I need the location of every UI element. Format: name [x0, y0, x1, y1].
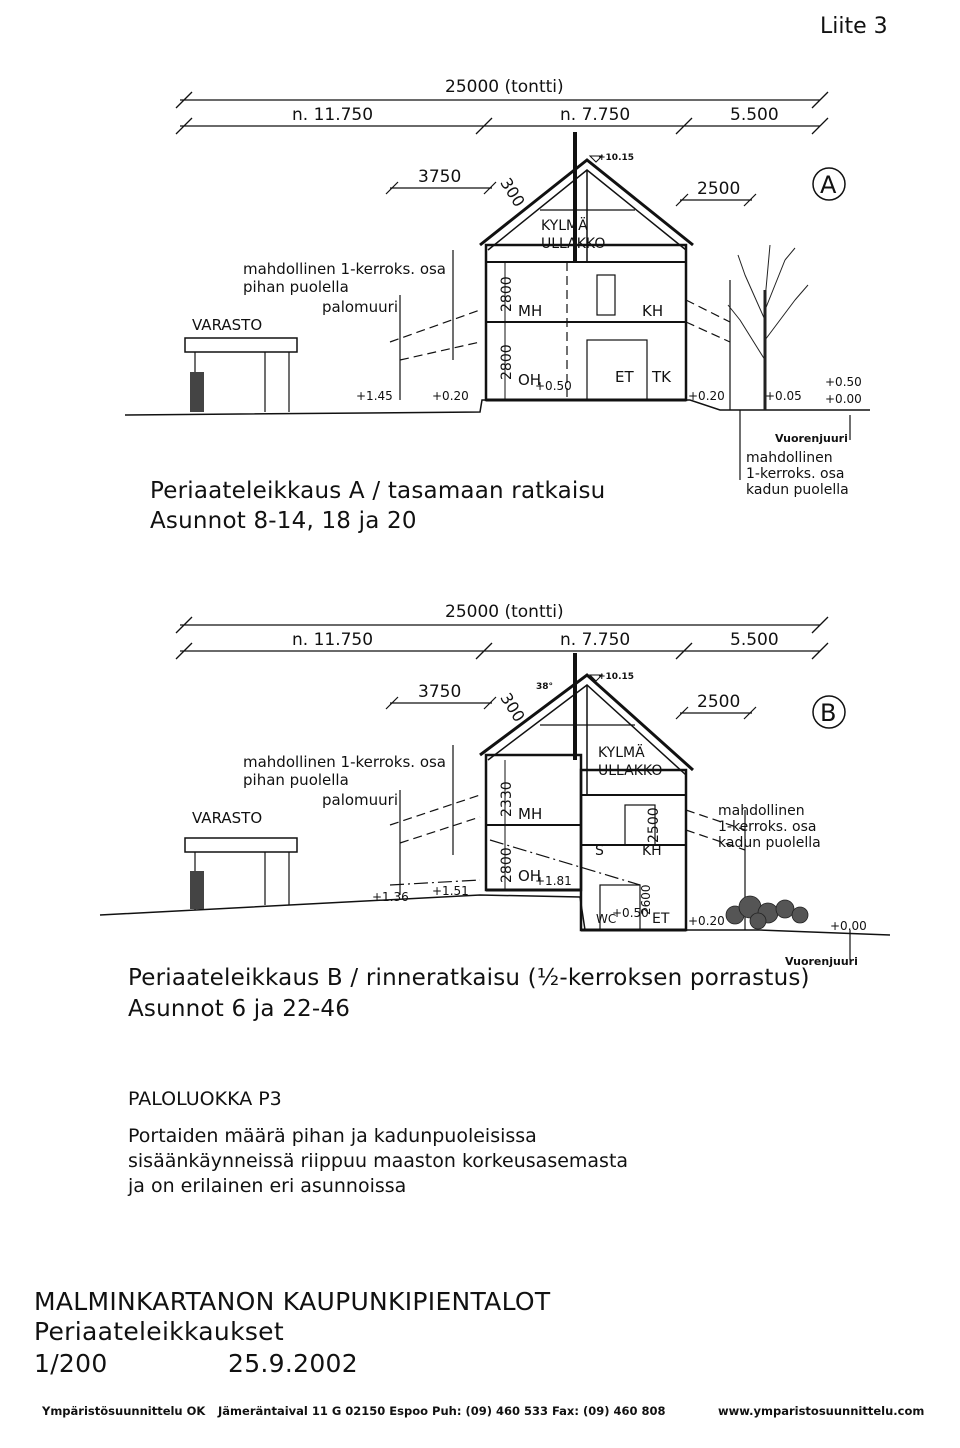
- section-b-level-6: +0.00: [830, 919, 867, 933]
- footer-address: Jämeräntaival 11 G 02150 Espoo Puh: (09) 460 533 Fax: (09) 460 808: [218, 1404, 666, 1418]
- section-a-room-oh: OH: [518, 371, 542, 389]
- section-b-level-5: +0.20: [688, 914, 725, 928]
- section-b-dim-3750: 3750: [418, 682, 462, 702]
- section-b-dim-2500: 2500: [697, 692, 741, 712]
- section-b-dim-total: 25000 (tontti): [445, 602, 564, 622]
- section-a-caption-2: Asunnot 8-14, 18 ja 20: [150, 508, 417, 534]
- drawing-scale: 1/200: [34, 1349, 108, 1378]
- section-a-dim-right: 5.500: [730, 105, 779, 125]
- section-b-note-left-2: pihan puolella: [243, 771, 349, 789]
- section-a-tree: [728, 245, 808, 410]
- section-a-room-kh: KH: [642, 302, 664, 320]
- section-a-dim-v1: 2800: [499, 276, 515, 312]
- footer-company: Ympäristösuunnittelu OK: [42, 1404, 206, 1418]
- section-a-room-kylma: KYLMÄ: [541, 218, 588, 234]
- section-a-note-left-2: pihan puolella: [243, 278, 349, 296]
- section-a-dim-mid: n. 7.750: [560, 105, 631, 125]
- paloluokka-note: PALOLUOKKA P3: [128, 1088, 282, 1110]
- section-b-drawing: [0, 585, 960, 1005]
- stairs-note-line-1: Portaiden määrä pihan ja kadunpuoleisissa: [128, 1125, 537, 1147]
- section-b-marker-letter: B: [820, 699, 837, 727]
- section-a-level-1: +1.45: [356, 389, 393, 403]
- section-b-dim-mid: n. 7.750: [560, 630, 631, 650]
- section-a-ground: [125, 400, 870, 415]
- section-a-vuorenjuuri: Vuorenjuuri: [775, 432, 848, 445]
- section-b-room-wc: WC: [596, 912, 617, 926]
- section-a-level-2: +0.20: [432, 389, 469, 403]
- section-a-room-et: ET: [615, 368, 634, 386]
- section-b-level-3: +1.81: [535, 874, 572, 888]
- section-a-marker-letter: A: [820, 171, 837, 199]
- section-a-marker: [813, 168, 845, 200]
- section-b-storage: [185, 809, 297, 910]
- section-b-palomuuri: palomuuri: [322, 791, 399, 809]
- section-a-storage: [185, 316, 297, 412]
- section-b-note-right-2: 1-kerroks. osa: [718, 819, 817, 835]
- project-title: MALMINKARTANON KAUPUNKIPIENTALOT: [34, 1287, 551, 1316]
- section-a-note-right-3: kadun puolella: [746, 482, 849, 498]
- section-a-note-left-1: mahdollinen 1-kerroks. osa: [243, 260, 446, 278]
- section-b-dim-left: n. 11.750: [292, 630, 374, 650]
- section-b-room-s: S: [595, 843, 604, 859]
- section-a-dim-left: n. 11.750: [292, 105, 374, 125]
- section-b-dim-v1: 2330: [499, 781, 515, 817]
- section-a-level-5: +0.05: [765, 389, 802, 403]
- section-b-room-kylma: KYLMÄ: [598, 745, 645, 761]
- section-a-dim-total: 25000 (tontti): [445, 77, 564, 97]
- section-b-caption-1: Periaateleikkaus B / rinneratkaisu (½-kerroksen porrastus): [128, 965, 810, 991]
- section-a-dim-3750: 3750: [418, 167, 462, 187]
- stairs-note-line-3: ja on erilainen eri asunnoissa: [128, 1175, 407, 1197]
- section-b-room-ullakko: ULLAKKO: [598, 763, 663, 779]
- section-a-note-right-2: 1-kerroks. osa: [746, 466, 845, 482]
- section-a-room-tk: TK: [652, 368, 671, 386]
- section-a-note-right-1: mahdollinen: [746, 450, 833, 466]
- section-b-varasto: VARASTO: [192, 809, 263, 827]
- section-a-caption-1: Periaateleikkaus A / tasamaan ratkaisu: [150, 478, 606, 504]
- drawing-date: 25.9.2002: [228, 1349, 358, 1378]
- section-a-room-mh: MH: [518, 302, 543, 320]
- section-a-dim-300: 300: [496, 174, 529, 211]
- section-b-shrubs: [726, 896, 808, 929]
- section-a-level-top: +10.15: [598, 153, 635, 163]
- section-b-dim-right: 5.500: [730, 630, 779, 650]
- section-a-level-4: +0.20: [688, 389, 725, 403]
- section-b-angle: 38°: [536, 682, 554, 692]
- section-a-level-3: +0.50: [535, 379, 572, 393]
- section-b-dim-v4: 2600: [639, 884, 653, 915]
- section-b-dimensions: [176, 602, 828, 725]
- section-b-marker: [813, 696, 845, 728]
- section-a-level-7: +0.00: [825, 392, 862, 406]
- section-b-note-left-1: mahdollinen 1-kerroks. osa: [243, 753, 446, 771]
- section-a-dim-2500: 2500: [697, 179, 741, 199]
- section-b-note-right-3: kadun puolella: [718, 835, 821, 851]
- section-a-palomuuri: palomuuri: [322, 298, 399, 316]
- section-b-room-mh: MH: [518, 805, 543, 823]
- section-a-room-ullakko: ULLAKKO: [541, 236, 606, 252]
- section-b-dim-300: 300: [496, 689, 529, 726]
- section-b-vuorenjuuri: Vuorenjuuri: [785, 955, 858, 968]
- section-b-caption-2: Asunnot 6 ja 22-46: [128, 996, 351, 1022]
- section-a-house: [480, 132, 693, 400]
- section-b-level-1: +1.36: [372, 890, 409, 904]
- section-b-level-4: +0.50: [612, 906, 649, 920]
- section-a-varasto: VARASTO: [192, 316, 263, 334]
- sheet-label: Liite 3: [820, 14, 888, 39]
- section-b-room-kh: KH: [642, 843, 662, 859]
- section-b-note-right-1: mahdollinen: [718, 803, 805, 819]
- section-b-level-top: +10.15: [598, 672, 635, 682]
- section-a-drawing: [0, 60, 960, 540]
- drawing-subtitle: Periaateleikkaukset: [34, 1317, 284, 1346]
- section-b-dim-v3: 2500: [646, 807, 662, 843]
- section-a-level-6: +0.50: [825, 375, 862, 389]
- section-a-dim-v2: 2800: [499, 344, 515, 380]
- section-b-room-oh: OH: [518, 867, 542, 885]
- footer-website: www.ymparistosuunnittelu.com: [718, 1404, 925, 1418]
- section-b-level-2: +1.51: [432, 884, 469, 898]
- stairs-note-line-2: sisäänkäynneissä riippuu maaston korkeusasemasta: [128, 1150, 629, 1172]
- section-b-room-et: ET: [652, 911, 670, 927]
- section-a-dimensions: [176, 77, 828, 210]
- section-b-dim-v2: 2800: [499, 847, 515, 883]
